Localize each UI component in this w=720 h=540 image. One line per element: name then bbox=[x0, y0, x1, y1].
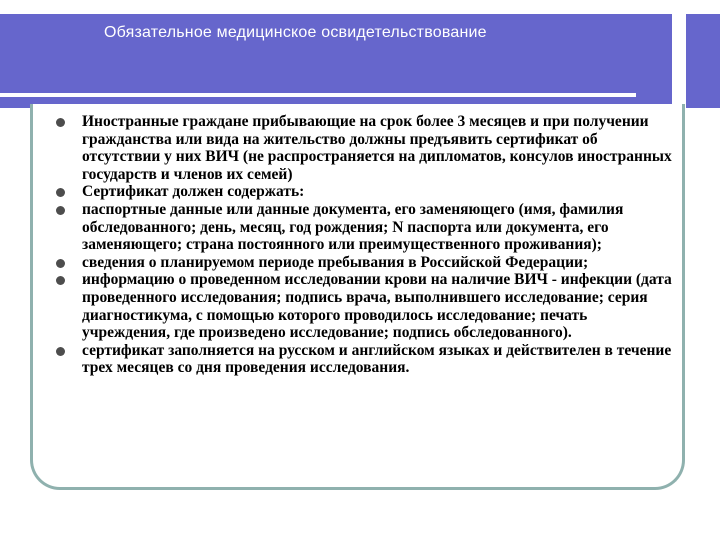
list-item-text: сертификат заполняется на русском и английском языках и действителен в течение трех месяцев со дня проведения исследования. bbox=[82, 341, 672, 377]
header-underline bbox=[0, 93, 636, 97]
bullet-dot-icon bbox=[56, 276, 65, 285]
list-item-text: сведения о планируемом периоде пребывания в Российской Федерации; bbox=[82, 253, 589, 271]
list-item bbox=[56, 183, 676, 201]
list-item-text: информацию о проведенном исследовании крови на наличие ВИЧ - инфекции (дата проведенного исследования; подпись врача, выполнившего исследование; серия диагностикума, с помощью которого проводилось исследование; печать учреждения, где произведено исследование; подпись обследованного). bbox=[82, 271, 672, 342]
slide-title: Обязательное медицинское освидетельствование bbox=[104, 24, 487, 41]
bullet-list bbox=[56, 113, 676, 377]
bullet-dot-icon bbox=[56, 188, 65, 197]
list-item bbox=[56, 342, 676, 377]
bullet-dot-icon bbox=[56, 118, 65, 127]
list-item bbox=[56, 271, 676, 341]
header-band-right bbox=[686, 14, 720, 108]
list-item bbox=[56, 113, 676, 183]
list-item bbox=[56, 254, 676, 272]
bullet-dot-icon bbox=[56, 259, 65, 268]
header-top-gap bbox=[0, 0, 720, 14]
list-item-text: Иностранные граждане прибывающие на срок более 3 месяцев и при получении гражданства или вида на жительство должны предъявить сертификат об отсутствии у них ВИЧ (не распространяется на дипломатов, консулов иностранных государств и членов их семей) bbox=[82, 113, 672, 183]
header-band bbox=[0, 0, 700, 108]
header-side-gap bbox=[672, 14, 686, 108]
list-item-text: паспортные данные или данные документа, его заменяющего (имя, фамилия обследованного; день, месяц, год рождения; N паспорта или документа, его заменяющего; страна постоянного или преимущественного проживания); bbox=[82, 200, 624, 254]
list-item-text: Сертификат должен содержать: bbox=[82, 183, 305, 201]
bullet-dot-icon bbox=[56, 347, 65, 356]
list-item bbox=[56, 201, 676, 254]
bullet-dot-icon bbox=[56, 206, 65, 215]
